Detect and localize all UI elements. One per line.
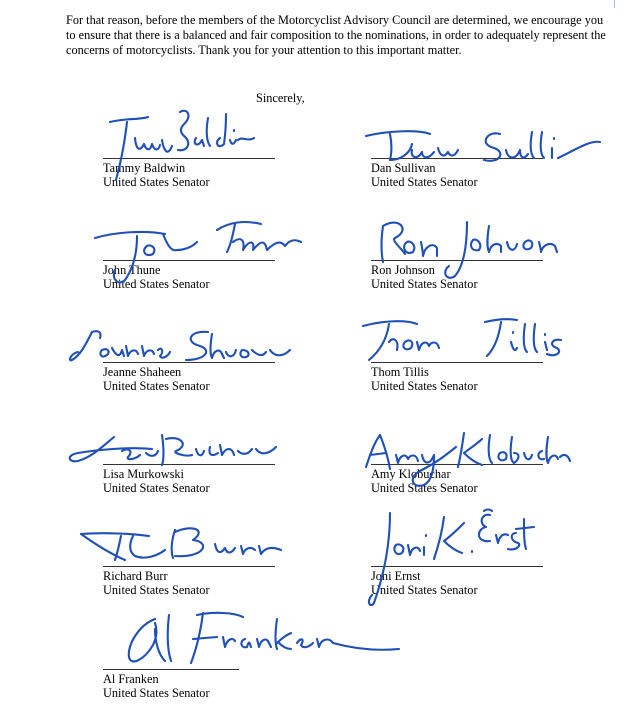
signature-line: [371, 260, 543, 261]
signatory-title: United States Senator: [103, 277, 210, 291]
signatory-name: Jeanne Shaheen: [103, 365, 182, 379]
signature-burr: [75, 520, 290, 570]
signatory-title: United States Senator: [103, 379, 210, 393]
signatory-name: Ron Johnson: [371, 263, 435, 277]
signature-line: [103, 362, 275, 363]
signatory-name: Amy Klobuchar: [371, 467, 451, 481]
signature-line: [103, 464, 275, 465]
signatory-title: United States Senator: [103, 583, 210, 597]
signature-line: [103, 566, 275, 567]
signatory-title: United States Senator: [103, 686, 210, 700]
signatory-title: United States Senator: [103, 481, 210, 495]
signature-line: [103, 669, 239, 670]
signature-line: [103, 158, 275, 159]
signatory-name: Dan Sullivan: [371, 161, 436, 175]
signatory-name: Lisa Murkowski: [103, 467, 184, 481]
signatory-name: Joni Ernst: [371, 569, 421, 583]
signatory-title: United States Senator: [371, 175, 478, 189]
signatory-title: United States Senator: [371, 379, 478, 393]
signatory-title: United States Senator: [371, 583, 478, 597]
signature-line: [371, 464, 543, 465]
signatory-name: Tammy Baldwin: [103, 161, 186, 175]
signatory-name: Thom Tillis: [371, 365, 429, 379]
signatory-name: Al Franken: [103, 672, 159, 686]
signatory-title: United States Senator: [371, 481, 478, 495]
signatory-name: Richard Burr: [103, 569, 168, 583]
signatory-name: John Thune: [103, 263, 161, 277]
page-edge-mark: [614, 0, 615, 8]
signature-tillis: [355, 312, 565, 372]
letter-body-paragraph: For that reason, before the members of the Motorcyclist Advisory Council are determined, we encourage you to ensure that there is a balanced and fair composition to the nominations, in order to adequately represent the concerns of motorcyclists. Thank you for your attention to this important matter.: [66, 13, 606, 57]
signatory-title: United States Senator: [103, 175, 210, 189]
signature-line: [371, 566, 543, 567]
signature-line: [103, 260, 275, 261]
signatory-title: United States Senator: [371, 277, 478, 291]
signature-line: [371, 362, 543, 363]
signature-line: [371, 158, 543, 159]
letter-closing: Sincerely,: [256, 91, 305, 105]
